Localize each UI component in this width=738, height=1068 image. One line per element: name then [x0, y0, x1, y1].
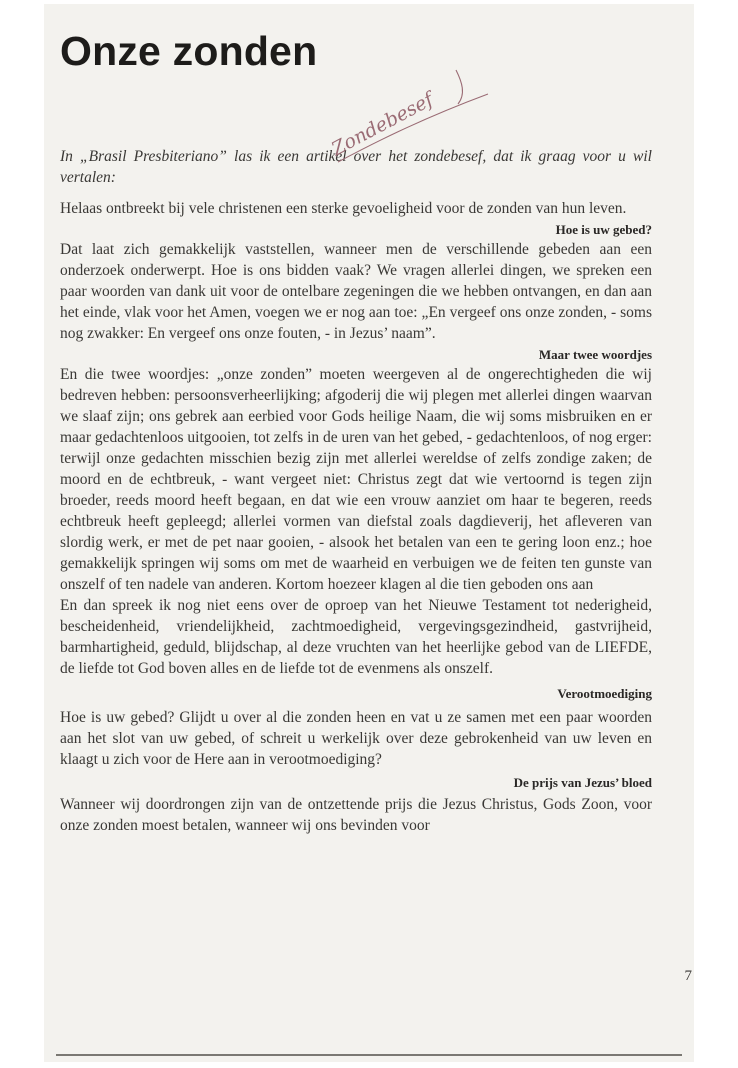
page-number: 7 — [684, 968, 692, 984]
subheading-de-prijs-van-jezus-bloed: De prijs van Jezus’ bloed — [513, 775, 652, 790]
paragraph-6: Wanneer wij doordrongen zijn van de ontzettende prijs die Jezus Christus, Gods Zoon, voor onze zonden moest betalen, wanneer wij ons bevinden voor — [60, 796, 652, 834]
intro-text: In „Brasil Presbiteriano” las ik een artikel over het zondebesef, dat ik graag voor u wil vertalen: — [60, 148, 652, 186]
paragraph-2: Dat laat zich gemakkelijk vaststellen, wanneer men de verschillende gebeden aan een onderzoek onderwerpt. Hoe is ons bidden vaak? We vragen allerlei dingen, we spreken een paar woorden van dank uit voor de ontelbare zegeningen die we hebben ontvangen, en dan aan het einde, vlak voor het Amen, voegen we er nog aan toe: „En vergeef ons onze zonden, - soms nog zwakker: En vergeef ons onze fouten, - in Jezus’ naam”. — [60, 241, 652, 342]
handwritten-annotation — [328, 60, 498, 170]
subheading-maar-twee-woordjes: Maar twee woordjes — [538, 347, 652, 362]
paragraph-5: Hoe is uw gebed? Glijdt u over al die zonden heen en vat u ze samen met een paar woorden aan het slot van uw gebed, of schreit u werkelijk over deze gebrokenheid van uw leven en klaagt u zich voor de Here aan in verootmoediging? — [60, 709, 652, 768]
article — [60, 28, 652, 836]
subheading-hoe-is-uw-gebed: Hoe is uw gebed? — [555, 222, 652, 237]
bottom-rule — [56, 1054, 682, 1056]
handwritten-note-drawing — [328, 60, 498, 170]
paragraph-4: En dan spreek ik nog niet eens over de oproep van het Nieuwe Testament tot nederigheid, bescheidenheid, vriendelijkheid, zachtmoedigheid, vergevingsgezindheid, gastvrijheid, barmhartigheid, geduld, blijdschap, al deze vruchten van het heerlijke gebod van de LIEFDE, de liefde tot God boven alles en de liefde tot de evenmens als onszelf. — [60, 597, 652, 677]
paragraph-1: Helaas ontbreekt bij vele christenen een sterke gevoeligheid voor de zonden van hun leven. — [60, 200, 627, 217]
handwritten-note-text: Zondebesef — [328, 88, 437, 161]
subheading-verootmoediging: Verootmoediging — [557, 686, 652, 701]
article-title: Onze zonden — [60, 28, 318, 74]
paragraph-3: En die twee woordjes: „onze zonden” moeten weergeven al de ongerechtigheden die wij bedreven hebben: persoonsverheerlijking; afgoderij die wij plegen met allerlei dingen waarvan we slaaf zijn; ons gebrek aan eerbied voor Gods heilige Naam, die wij soms misbruiken en er maar gedachtenloos uitgooien, tot zelfs in de uren van het gebed, - gedachtenloos, of nog erger: terwijl onze gedachten misschien bezig zijn met allerlei wereldse of zelfs zondige zaken; de moord en de echtbreuk, - want vergeet niet: Christus zegt dat wie vertoornd is tegen zijn broeder, reeds moord heeft begaan, en dat wie een vrouw aanziet om haar te begeren, reeds echtbreuk heeft gepleegd; allerlei vormen van diefstal zoals dagdieverij, het afleveren van slordig werk, er met de pet naar gooien, - alsook het betalen van een te gering loon enz.; hoe gemakkelijk springen wij soms om met de waarheid en verbuigen we de feiten ten gunste van onszelf of ten nadele van anderen. Kortom hoezeer klagen al die tien geboden ons aan — [60, 366, 652, 593]
